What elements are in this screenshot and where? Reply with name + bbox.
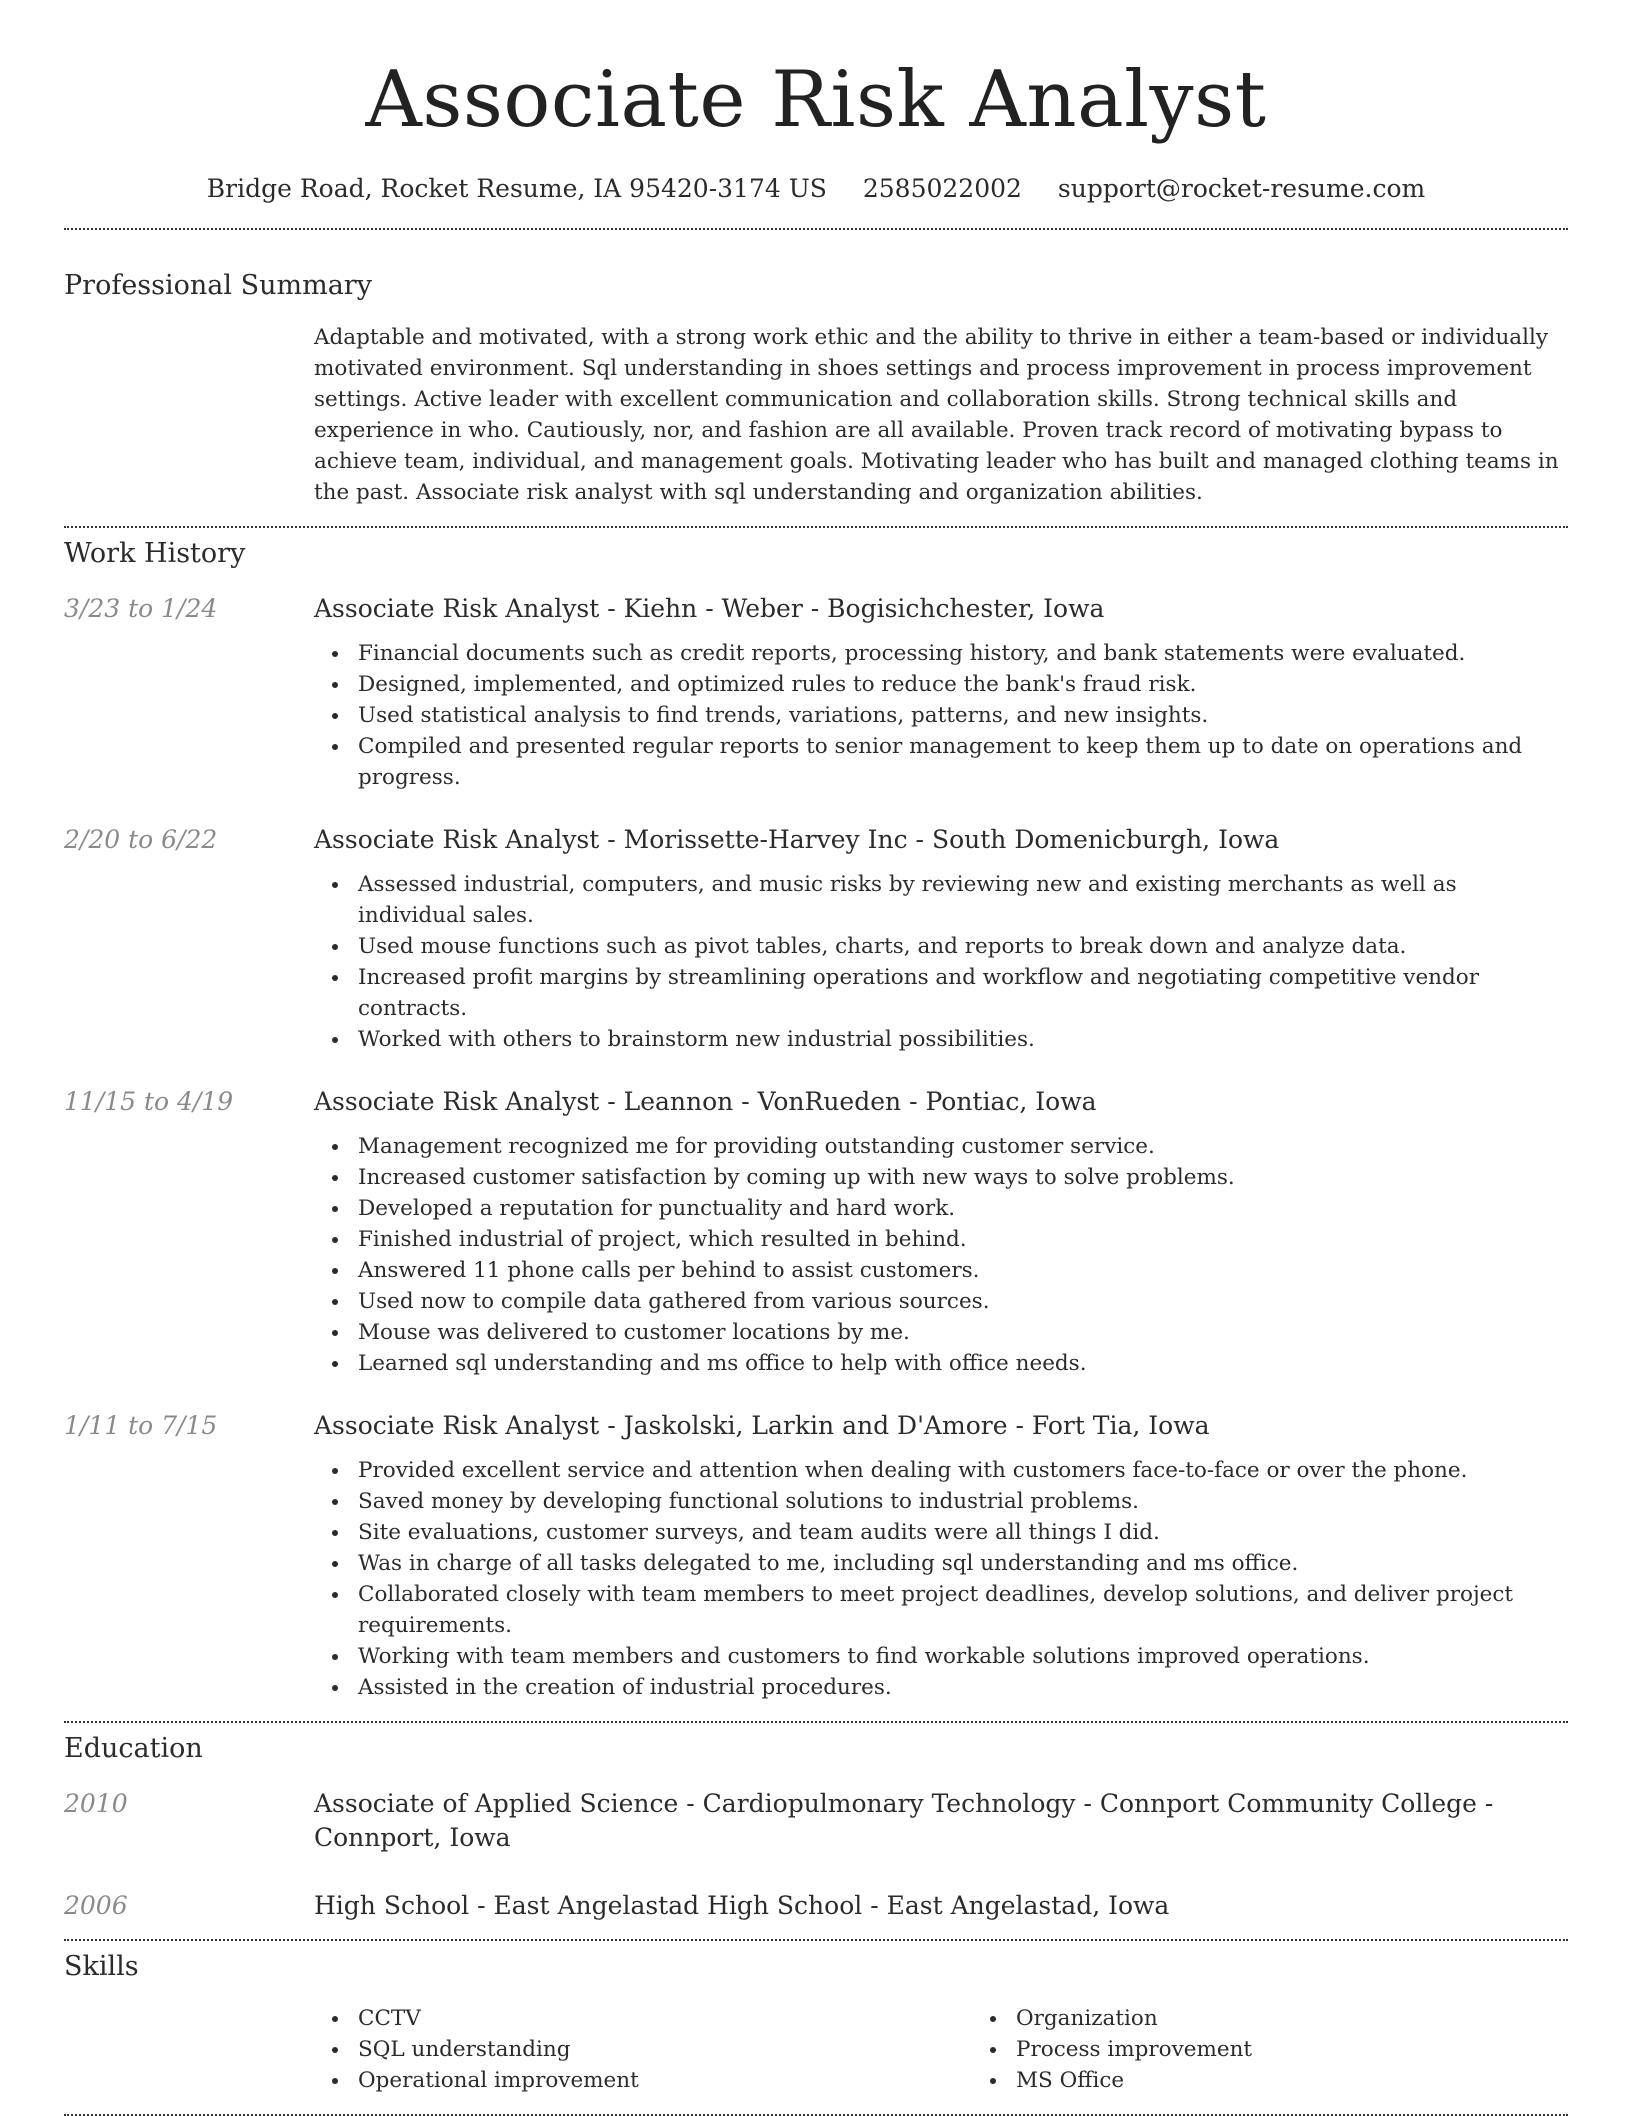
education-year: 2010 — [64, 1789, 128, 1818]
job-bullet: Designed, implemented, and optimized rules to reduce the bank's fraud risk. — [358, 669, 1568, 700]
skills-row — [64, 2003, 1568, 2096]
skill-item: Operational improvement — [358, 2065, 972, 2096]
education-entry — [64, 1787, 1568, 1855]
job-title: Associate Risk Analyst - Jaskolski, Larkin and D'Amore - Fort Tia, Iowa — [314, 1411, 1210, 1440]
job-details — [314, 1085, 1568, 1379]
job-bullet: Increased profit margins by streamlining operations and workflow and negotiating competitive vendor contracts. — [358, 962, 1568, 1024]
job-title: Associate Risk Analyst - Kiehn - Weber - Bogisichchester, Iowa — [314, 594, 1105, 623]
job-bullets — [314, 638, 1568, 793]
job-bullet: Working with team members and customers to find workable solutions improved operations. — [358, 1641, 1568, 1672]
skill-item: Organization — [1016, 2003, 1630, 2034]
job-bullets — [314, 1131, 1568, 1379]
job-bullets — [314, 1455, 1568, 1703]
job-bullet: Assessed industrial, computers, and music risks by reviewing new and existing merchants as well as individual sales. — [358, 869, 1568, 931]
job-bullet: Used now to compile data gathered from various sources. — [358, 1286, 1568, 1317]
summary-content — [314, 322, 1568, 508]
skills-list-right — [972, 2003, 1630, 2096]
job-title: Associate Risk Analyst - Morissette-Harvey Inc - South Domenicburgh, Iowa — [314, 825, 1280, 854]
job-bullet: Finished industrial of project, which resulted in behind. — [358, 1224, 1568, 1255]
job-bullet: Saved money by developing functional solutions to industrial problems. — [358, 1486, 1568, 1517]
education-details — [314, 1787, 1568, 1855]
section-title-summary: Professional Summary — [64, 270, 372, 301]
job-details — [314, 823, 1568, 1055]
job-bullet: Assisted in the creation of industrial procedures. — [358, 1672, 1568, 1703]
summary-text: Adaptable and motivated, with a strong work ethic and the ability to thrive in either a team-based or individually motivated environment. Sql understanding in shoes settings and process improvement in process improvement settings. Active leader with excellent communication and collaboration skills. Strong technical skills and experience in who. Cautiously, nor, and fashion are all available. Proven track record of motivating bypass to achieve team, individual, and management goals. Motivating leader who has built and managed clothing teams in the past. Associate risk analyst with sql understanding and organization abilities. — [314, 325, 1559, 505]
job-dates: 11/15 to 4/19 — [64, 1087, 234, 1116]
job-bullet: Developed a reputation for punctuality and hard work. — [358, 1193, 1568, 1224]
job-dates: 1/11 to 7/15 — [64, 1411, 218, 1440]
skill-item: MS Office — [1016, 2065, 1630, 2096]
resume-name: Associate Risk Analyst — [365, 55, 1267, 145]
section-divider — [64, 526, 1568, 528]
contact-phone: 2585022002 — [862, 174, 1022, 203]
education-details — [314, 1889, 1568, 1923]
job-bullet: Used statistical analysis to find trends, variations, patterns, and new insights. — [358, 700, 1568, 731]
section-title-skills: Skills — [64, 1951, 139, 1982]
job-bullet: Site evaluations, customer surveys, and team audits were all things I did. — [358, 1517, 1568, 1548]
job-bullet: Was in charge of all tasks delegated to me, including sql understanding and ms office. — [358, 1548, 1568, 1579]
section-divider — [64, 1721, 1568, 1723]
summary-row — [64, 322, 1568, 508]
job-bullets — [314, 869, 1568, 1055]
job-title: Associate Risk Analyst - Leannon - VonRueden - Pontiac, Iowa — [314, 1087, 1097, 1116]
summary-section — [64, 268, 1568, 508]
education-year: 2006 — [64, 1891, 128, 1920]
education-text: High School - East Angelastad High School - East Angelastad, Iowa — [314, 1891, 1170, 1920]
job-bullet: Worked with others to brainstorm new industrial possibilities. — [358, 1024, 1568, 1055]
section-divider — [64, 1939, 1568, 1941]
contact-line — [64, 172, 1568, 206]
job-bullet: Mouse was delivered to customer locations by me. — [358, 1317, 1568, 1348]
skill-item: CCTV — [358, 2003, 972, 2034]
section-divider — [64, 228, 1568, 230]
job-bullet: Used mouse functions such as pivot tables, charts, and reports to break down and analyze data. — [358, 931, 1568, 962]
job-entry — [64, 823, 1568, 1055]
skill-item: SQL understanding — [358, 2034, 972, 2065]
education-section — [64, 1731, 1568, 1923]
education-text: Associate of Applied Science - Cardiopulmonary Technology - Connport Community College - Connport, Iowa — [314, 1789, 1494, 1852]
section-title-education: Education — [64, 1733, 203, 1764]
education-entry — [64, 1889, 1568, 1923]
skills-grid — [314, 2003, 1630, 2096]
job-details — [314, 592, 1568, 793]
contact-address: Bridge Road, Rocket Resume, IA 95420-3174 US — [206, 174, 827, 203]
job-entry — [64, 1409, 1568, 1703]
job-bullet: Increased customer satisfaction by coming up with new ways to solve problems. — [358, 1162, 1568, 1193]
section-title-work: Work History — [64, 538, 246, 569]
skills-spacer — [64, 2003, 314, 2096]
job-bullet: Provided excellent service and attention when dealing with customers face-to-face or over the phone. — [358, 1455, 1568, 1486]
job-bullet: Answered 11 phone calls per behind to assist customers. — [358, 1255, 1568, 1286]
summary-spacer — [64, 322, 314, 508]
skills-list-left — [314, 2003, 972, 2096]
job-bullet: Compiled and presented regular reports to senior management to keep them up to date on operations and progress. — [358, 731, 1568, 793]
job-details — [314, 1409, 1568, 1703]
job-dates: 3/23 to 1/24 — [64, 594, 218, 623]
skills-section — [64, 1949, 1568, 2096]
skill-item: Process improvement — [1016, 2034, 1630, 2065]
contact-email: support@rocket-resume.com — [1057, 174, 1426, 203]
job-bullet: Learned sql understanding and ms office to help with office needs. — [358, 1348, 1568, 1379]
job-bullet: Financial documents such as credit reports, processing history, and bank statements were evaluated. — [358, 638, 1568, 669]
job-bullet: Management recognized me for providing outstanding customer service. — [358, 1131, 1568, 1162]
work-section — [64, 536, 1568, 1703]
job-dates: 2/20 to 6/22 — [64, 825, 218, 854]
job-entry — [64, 592, 1568, 793]
job-entry — [64, 1085, 1568, 1379]
job-bullet: Collaborated closely with team members to meet project deadlines, develop solutions, and deliver project requirements. — [358, 1579, 1568, 1641]
